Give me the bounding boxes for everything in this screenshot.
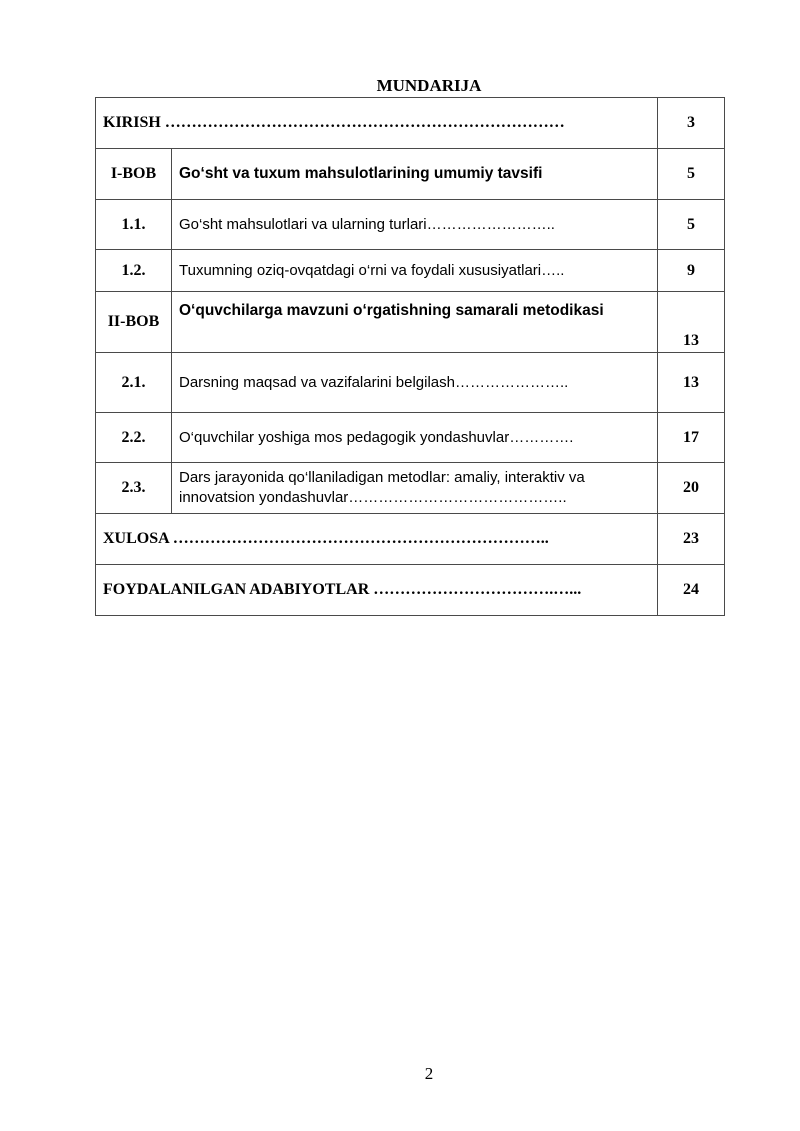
toc-row-adabiyotlar bbox=[96, 565, 725, 616]
toc-entry-number: 2.2. bbox=[96, 413, 172, 463]
toc-row-xulosa bbox=[96, 514, 725, 565]
page-title: MUNDARIJA bbox=[376, 76, 482, 95]
toc-entry-page: 20 bbox=[658, 463, 725, 514]
toc-entry-number: 1.2. bbox=[96, 250, 172, 292]
toc-row-1-2 bbox=[96, 250, 725, 292]
toc-entry-title: XULOSA …………………………………………………………….. bbox=[96, 514, 658, 565]
toc-entry-number: 2.3. bbox=[96, 463, 172, 514]
toc-entry-title: Go‘sht va tuxum mahsulotlarining umumiy tavsifi bbox=[172, 149, 658, 200]
toc-row-2-3 bbox=[96, 463, 725, 514]
toc-entry-title: FOYDALANILGAN ADABIYOTLAR …………………………….…... bbox=[96, 565, 658, 616]
toc-row-chapter-1 bbox=[96, 149, 725, 200]
toc-entry-title: O‘quvchilarga mavzuni o‘rgatishning samarali metodikasi bbox=[172, 292, 658, 353]
toc-entry-title: Dars jarayonida qo‘llaniladigan metodlar: amaliy, interaktiv va innovatsion yondashuvlar…………………………………….. bbox=[172, 463, 658, 514]
toc-entry-page: 23 bbox=[658, 514, 725, 565]
table-of-contents bbox=[95, 97, 725, 616]
toc-row-chapter-2 bbox=[96, 292, 725, 353]
toc-entry-title: KIRISH ………………………………………………………………… bbox=[96, 98, 658, 149]
toc-entry-title: Go‘sht mahsulotlari va ularning turlari…………………….. bbox=[172, 200, 658, 250]
toc-entry-page: 5 bbox=[658, 200, 725, 250]
toc-row-2-2 bbox=[96, 413, 725, 463]
toc-row-kirish bbox=[96, 98, 725, 149]
toc-entry-page: 13 bbox=[658, 353, 725, 413]
toc-row-2-1 bbox=[96, 353, 725, 413]
toc-entry-page: 24 bbox=[658, 565, 725, 616]
toc-entry-title: O‘quvchilar yoshiga mos pedagogik yondashuvlar…………. bbox=[172, 413, 658, 463]
toc-entry-page: 9 bbox=[658, 250, 725, 292]
toc-entry-page: 17 bbox=[658, 413, 725, 463]
toc-entry-number: II-BOB bbox=[96, 292, 172, 353]
page-number: 2 bbox=[424, 1064, 434, 1083]
toc-entry-number: 2.1. bbox=[96, 353, 172, 413]
toc-row-1-1 bbox=[96, 200, 725, 250]
toc-entry-title: Tuxumning oziq-ovqatdagi o‘rni va foydali xususiyatlari….. bbox=[172, 250, 658, 292]
toc-entry-number: I-BOB bbox=[96, 149, 172, 200]
toc-entry-page: 3 bbox=[658, 98, 725, 149]
toc-entry-page: 5 bbox=[658, 149, 725, 200]
toc-entry-number: 1.1. bbox=[96, 200, 172, 250]
toc-entry-page: 13 bbox=[658, 292, 725, 353]
toc-entry-title: Darsning maqsad va vazifalarini belgilash………………….. bbox=[172, 353, 658, 413]
